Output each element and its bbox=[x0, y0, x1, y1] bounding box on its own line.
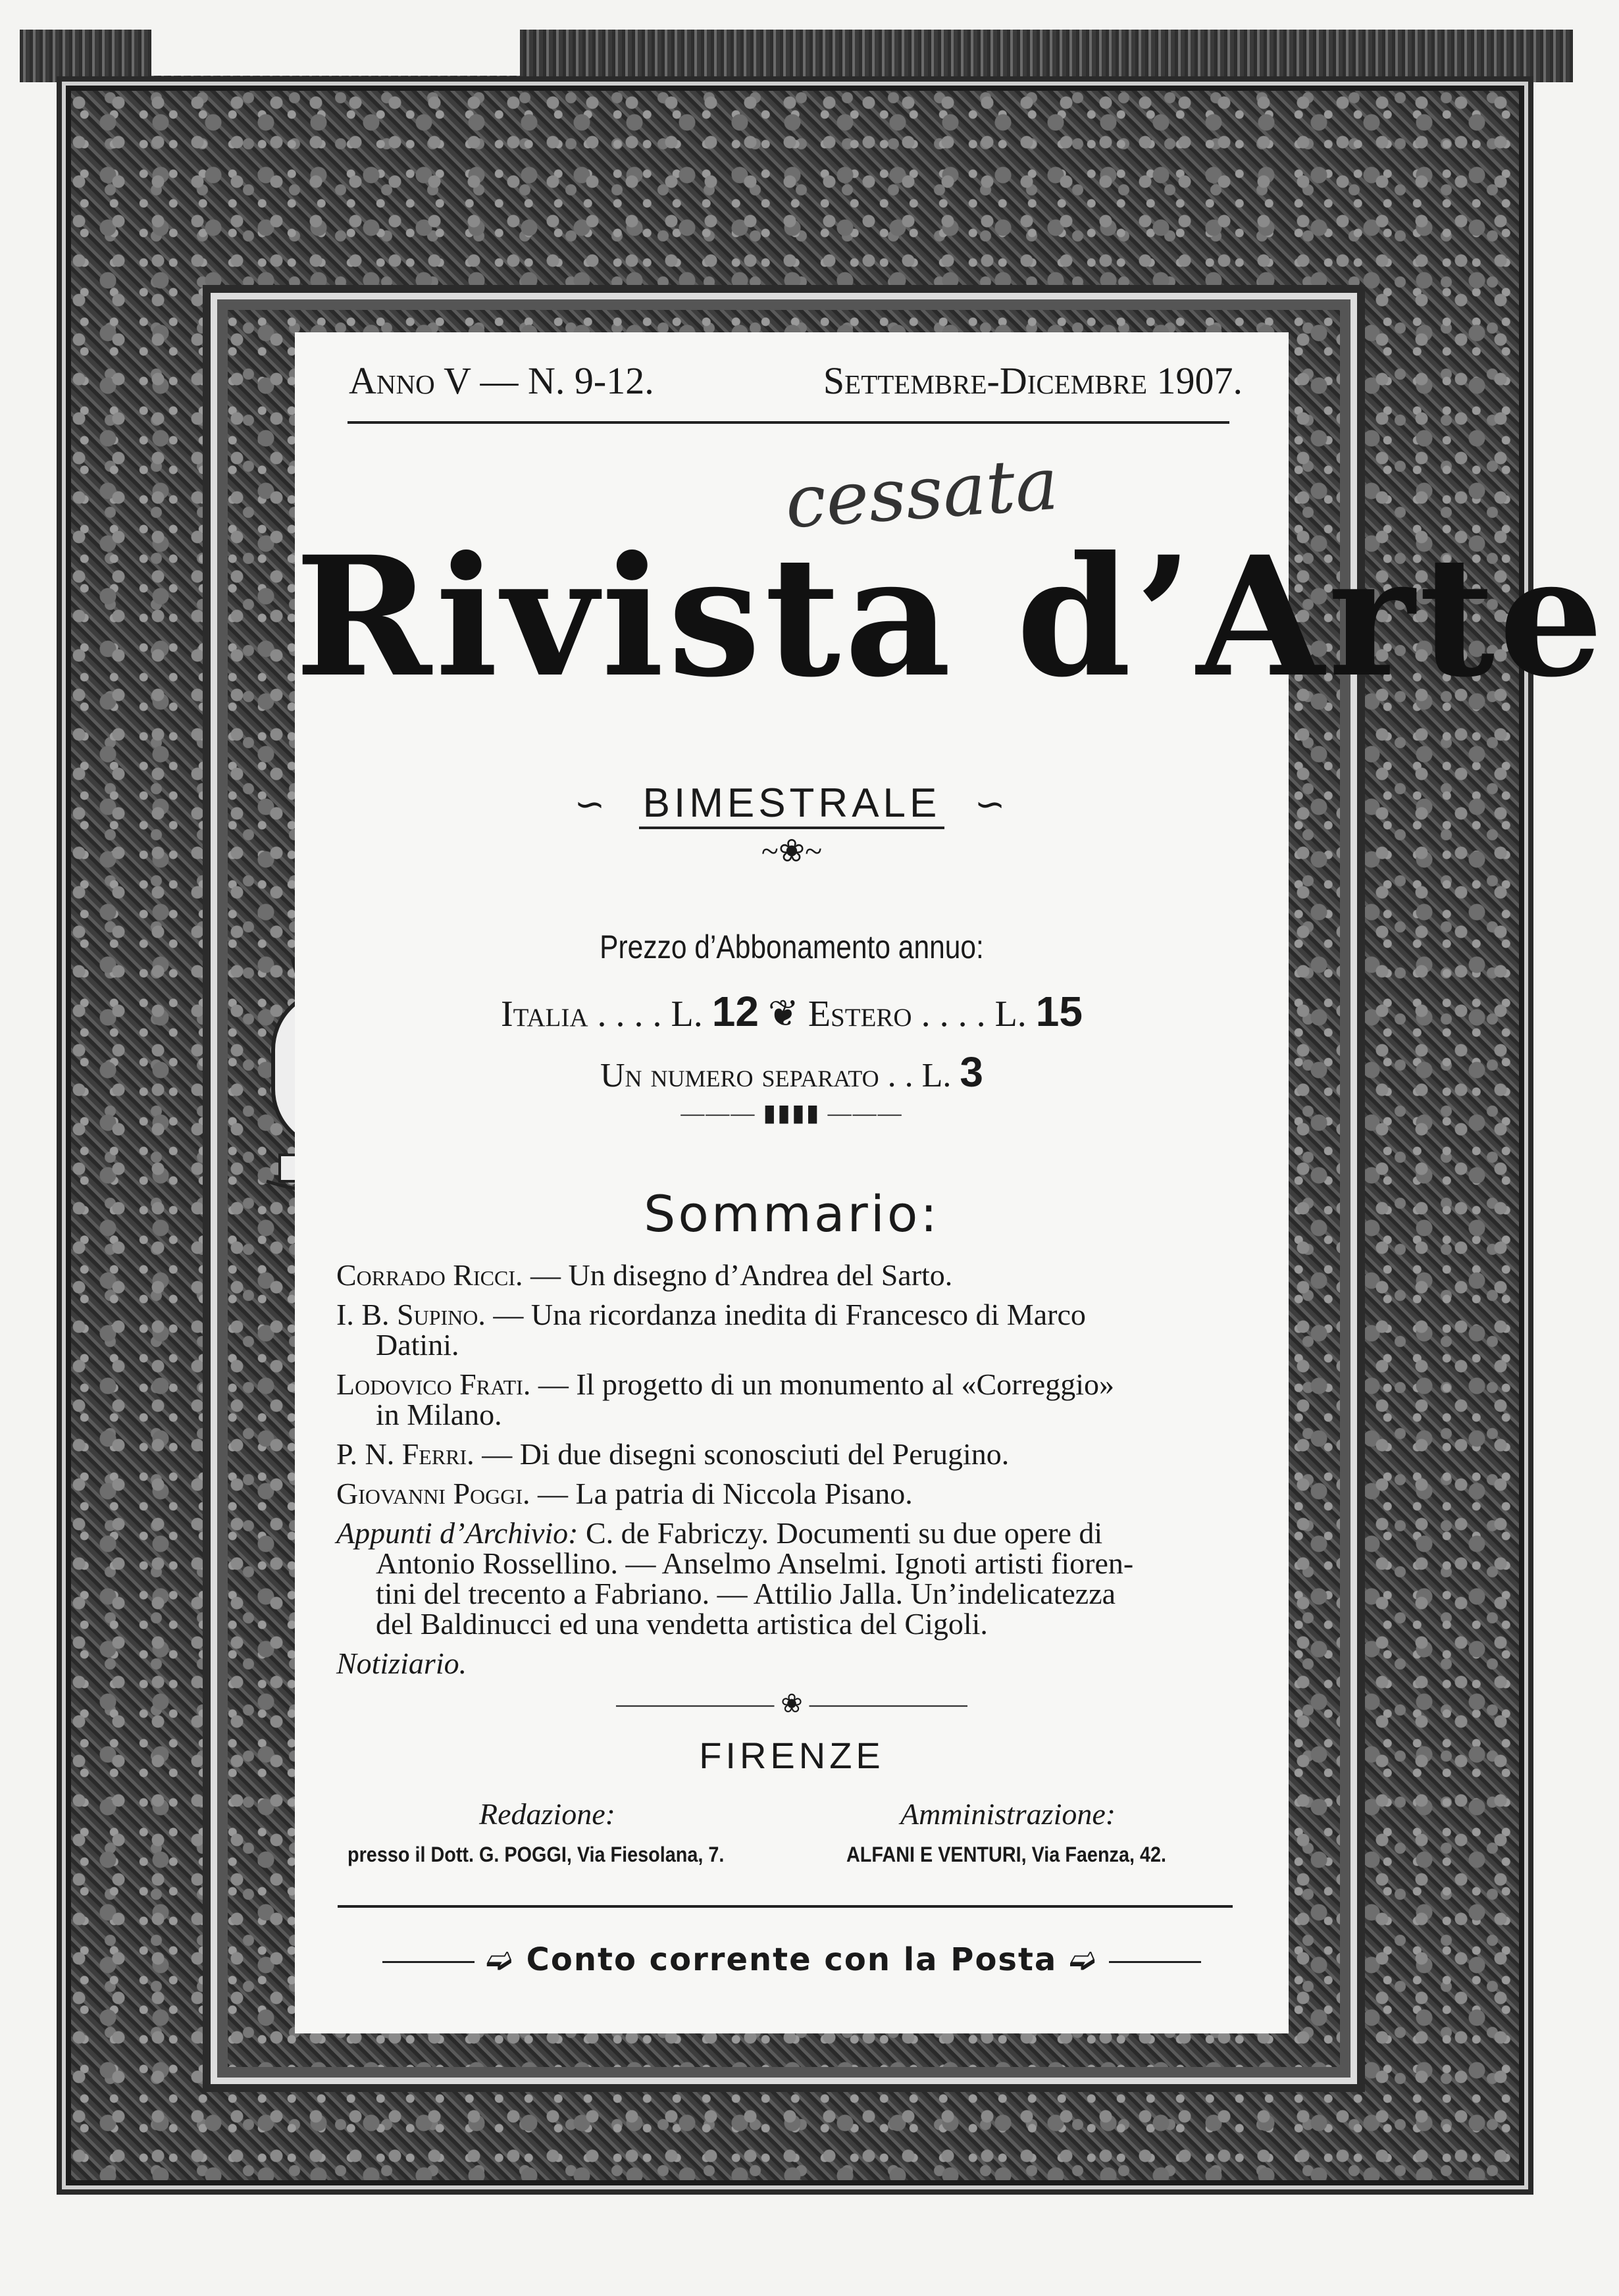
foreign-label: Estero bbox=[808, 994, 912, 1034]
toc-archive-line: C. de Fabriczy. Documenti su due opere di bbox=[578, 1516, 1103, 1550]
toc-title: — La patria di Niccola Pisano. bbox=[530, 1477, 913, 1510]
contents-heading: Sommario: bbox=[644, 1185, 940, 1243]
postal-account: Conto corrente con la Posta bbox=[526, 1941, 1058, 1978]
italy-label: Italia bbox=[501, 994, 588, 1034]
toc-author: Giovanni Poggi. bbox=[336, 1477, 530, 1510]
footer-rule bbox=[338, 1905, 1233, 1908]
dots: . . bbox=[887, 1057, 922, 1094]
postal-account-line bbox=[295, 1941, 1289, 1978]
periodicity-line bbox=[295, 780, 1289, 829]
toc-title: — Di due disegni sconosciuti del Perugino. bbox=[474, 1437, 1010, 1471]
toc-notiziario: Notiziario. bbox=[336, 1646, 467, 1680]
single-issue-value: 3 bbox=[960, 1048, 983, 1096]
right-curl-icon: ∽ bbox=[974, 783, 1010, 825]
issue-number: Anno V — N. 9-12. bbox=[349, 359, 654, 402]
toc-entry bbox=[336, 1300, 1251, 1360]
toc-entry bbox=[336, 1479, 1251, 1509]
arrow-icon: ➫ bbox=[486, 1941, 527, 1978]
toc-title: — Un disegno d’Andrea del Sarto. bbox=[523, 1258, 953, 1292]
journal-title: Rivista d’Arte bbox=[295, 520, 1608, 713]
right-line bbox=[1109, 1961, 1201, 1963]
redazione-address: presso il Dott. G. POGGI, Via Fiesolana, 7. bbox=[347, 1843, 725, 1866]
toc-archive-entry bbox=[336, 1518, 1251, 1639]
single-issue-label: Un numero separato bbox=[600, 1057, 879, 1094]
arrow-icon: ➫ bbox=[1057, 1941, 1098, 1978]
handwritten-note: cessata bbox=[783, 441, 1061, 545]
separator-icon: ❦ bbox=[767, 994, 808, 1034]
toc-continuation: in Milano. bbox=[376, 1398, 502, 1431]
header-rule bbox=[347, 421, 1229, 424]
italy-price-prefix: L. bbox=[671, 994, 703, 1034]
foreign-price-prefix: L. bbox=[994, 994, 1027, 1034]
table-of-contents bbox=[336, 1260, 1251, 1679]
toc-author: Corrado Ricci. bbox=[336, 1258, 523, 1292]
publication-city: FIRENZE bbox=[699, 1735, 885, 1776]
redazione-label: Redazione: bbox=[479, 1797, 615, 1831]
dots: . . . . bbox=[921, 994, 995, 1034]
toc-archive-line: tini del trecento a Fabriano. — Attilio Jalla. Un’indelicatezza bbox=[376, 1577, 1116, 1610]
left-curl-icon: ∽ bbox=[574, 783, 609, 825]
toc-author: I. B. Supino. bbox=[336, 1298, 486, 1331]
cover-page bbox=[295, 332, 1608, 2033]
toc-author: P. N. Ferri. bbox=[336, 1437, 475, 1471]
toc-entry bbox=[336, 1260, 1251, 1290]
toc-entry bbox=[336, 1439, 1251, 1469]
divider-ornament-icon: ——— ▮▮▮▮ ——— bbox=[681, 1100, 903, 1126]
toc-title: — Una ricordanza inedita di Francesco di Marco bbox=[485, 1298, 1086, 1331]
italy-price: 12 bbox=[711, 988, 759, 1035]
toc-archive-line: del Baldinucci ed una vendetta artistica del Cigoli. bbox=[376, 1607, 988, 1641]
swirl-ornament-icon: ~❀~ bbox=[761, 834, 823, 869]
top-border-gap bbox=[151, 26, 520, 76]
toc-archive-label: Appunti d’Archivio: bbox=[336, 1516, 578, 1550]
left-line bbox=[382, 1961, 475, 1963]
single-issue-price bbox=[295, 1048, 1289, 1096]
subscription-label: Prezzo d’Abbonamento annuo: bbox=[600, 929, 984, 965]
fleuron-ornament-icon: —————— ❀ —————— bbox=[616, 1689, 967, 1718]
subscription-prices bbox=[295, 987, 1289, 1036]
amministrazione-label: Amministrazione: bbox=[900, 1797, 1116, 1831]
toc-continuation: Datini. bbox=[376, 1328, 459, 1362]
toc-title: — Il progetto di un monumento al «Correggio» bbox=[530, 1367, 1114, 1401]
single-issue-price-prefix: L. bbox=[921, 1057, 952, 1094]
issue-date: Settembre-Dicembre 1907. bbox=[823, 359, 1243, 402]
foreign-price: 15 bbox=[1035, 988, 1083, 1035]
toc-author: Lodovico Frati. bbox=[336, 1367, 531, 1401]
toc-archive-line: Antonio Rossellino. — Anselmo Anselmi. Ignoti artisti fioren- bbox=[376, 1546, 1134, 1580]
periodicity: BIMESTRALE bbox=[639, 780, 945, 829]
amministrazione-address: ALFANI E VENTURI, Via Faenza, 42. bbox=[846, 1843, 1166, 1866]
dots: . . . . bbox=[597, 994, 671, 1034]
toc-entry bbox=[336, 1369, 1251, 1430]
